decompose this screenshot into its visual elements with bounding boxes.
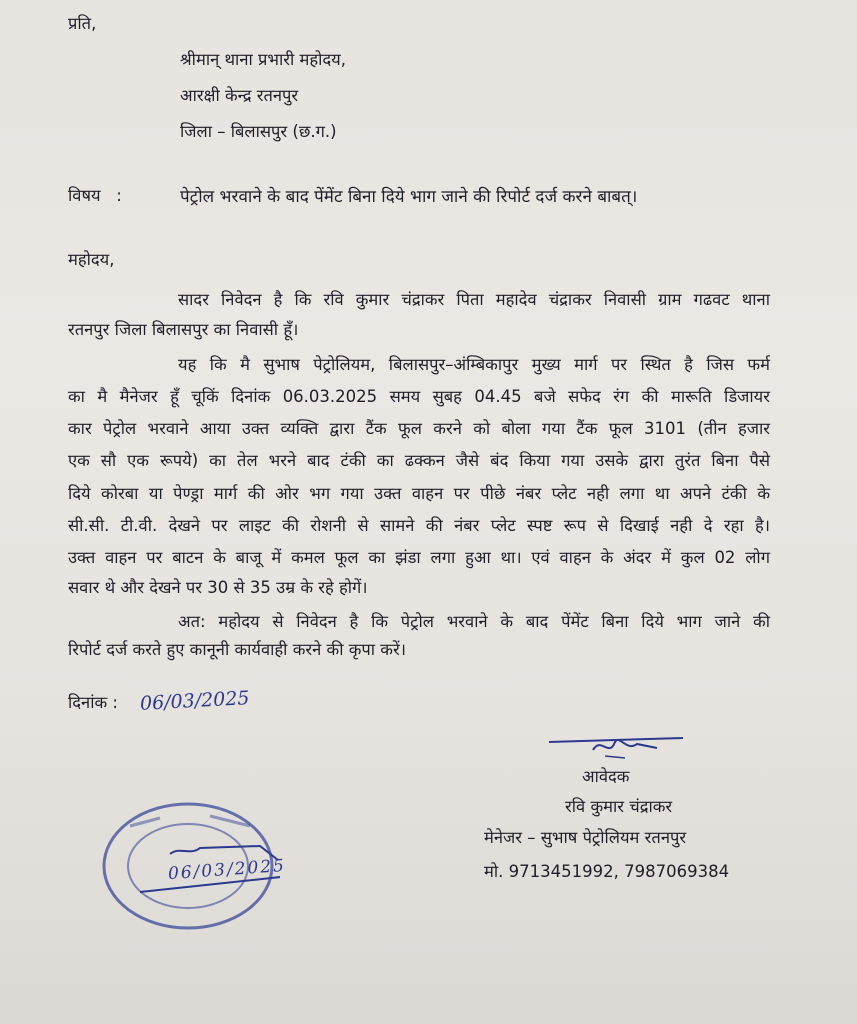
salutation-to: प्रति, [68,14,97,33]
subject-label: विषय : [68,186,122,205]
subject-text: पेट्रोल भरवाने के बाद पेंमेंट बिना दिये भाग जाने की रिपोर्ट दर्ज करने बाबत्। [180,187,638,207]
applicant-phone: मो. 9713451992, 7987069384 [484,862,730,881]
para2-line-3: कार पेट्रोल भरवाने आया उक्त व्यक्ति द्वारा टैंक फूल करने को बोला गया टैंक फूल 3101 (तीन हजार [68,419,770,438]
applicant-label: आवेदक [582,767,630,786]
handwritten-date: 06/03/2025 [139,687,251,715]
greeting: महोदय, [68,250,115,269]
applicant-role: मेनेजर – सुभाष पेट्रोलियम रतनपुर [484,828,687,847]
stamp-handwritten-date: 06/03/2025 [167,855,287,885]
para2-line-2: का मै मैनेजर हूँ चूकिं दिनांक 06.03.2025 समय सुबह 04.45 बजे सफेद रंग की मारूति डिजायर [68,387,770,406]
para2-line-8: सवार थे और देखने पर 30 से 35 उम्र के रहे होगें। [68,578,368,597]
para2-line-5: दिये कोरबा या पेण्ड्रा मार्ग की ओर भग गया उक्त वाहन पर पीछे नंबर प्लेट नही लगा था अपने टंकी के [68,484,770,503]
date-label: दिनांक : [68,693,118,712]
para1-line-1: सादर निवेदन है कि रवि कुमार चंद्राकर पिता महादेव चंद्राकर निवासी ग्राम गढवट थाना [178,290,770,309]
address-line-3: जिला – बिलासपुर (छ.ग.) [180,122,337,141]
para2-line-6: सी.सी. टी.वी. देखने पर लाइट की रोशनी से सामने की नंबर प्लेट स्पष्ट रूप से दिखाई नही दे रहा है। [68,516,770,535]
para1-line-2: रतनपुर जिला बिलासपुर का निवासी हूँ। [68,320,299,339]
signature [545,728,690,768]
para2-line-4: एक सौ एक रूपये) का तेल भरने बाद टंकी का ढक्कन जैसे बंद किया गया उसके द्वारा तुरंत बिना पैसे [68,451,770,470]
address-line-1: श्रीमान् थाना प्रभारी महोदय, [180,50,346,69]
para3-line-2: रिपोर्ट दर्ज करते हुए कानूनी कार्यवाही करने की कृपा करें। [68,640,406,659]
para2-line-1: यह कि मै सुभाष पेट्रोलियम, बिलासपुर–अंम्बिकापुर मुख्य मार्ग पर स्थित है जिस फर्म [178,355,770,374]
applicant-name: रवि कुमार चंद्राकर [565,797,673,816]
para3-line-1: अत: महोदय से निवेदन है कि पेट्रोल भरवाने के बाद पेंमेंट बिना दिये भाग जाने की [178,612,770,631]
address-line-2: आरक्षी केन्द्र रतनपुर [180,86,299,105]
para2-line-7: उक्त वाहन पर बाटन के बाजू में कमल फूल का झंडा लगा हुआ था। एवं वाहन के अंदर में कुल 02 लोग [68,548,770,567]
